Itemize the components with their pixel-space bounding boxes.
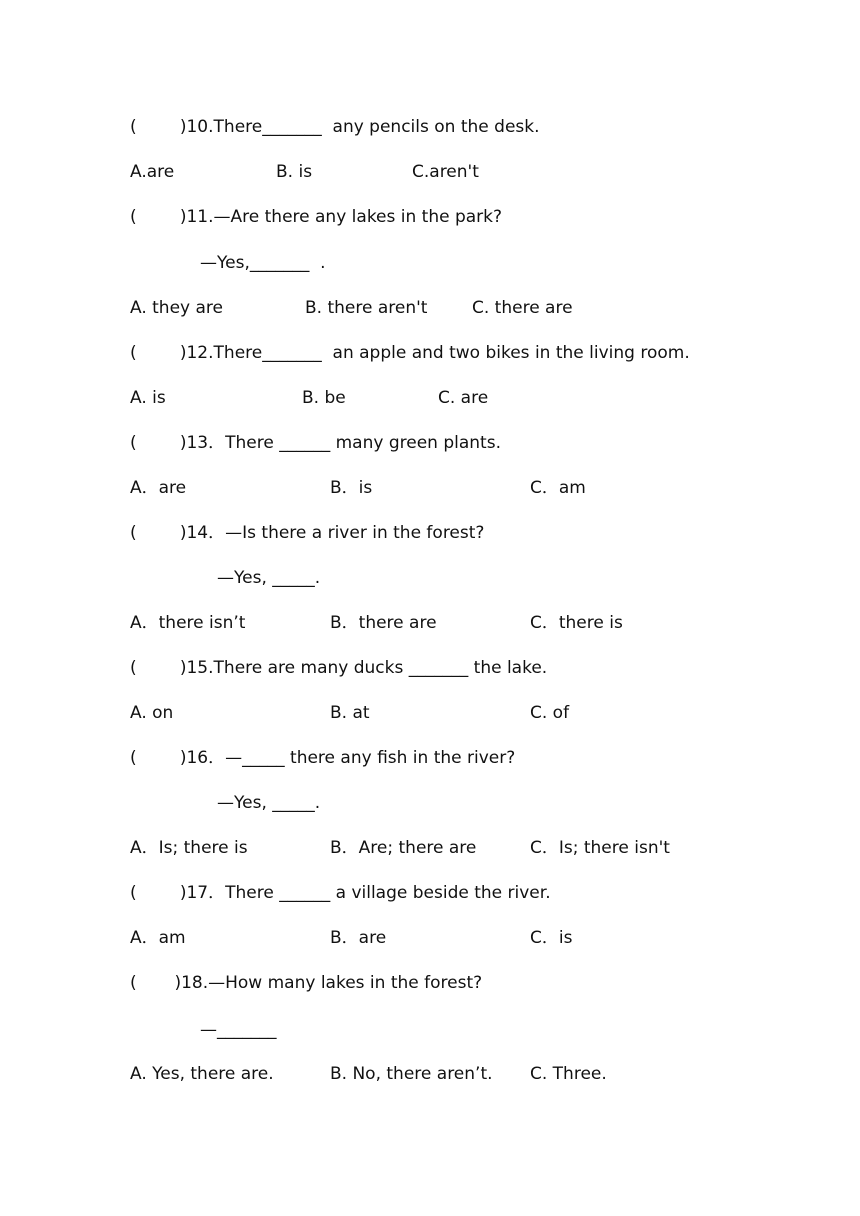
question-12-option-a: A. is [130, 388, 166, 408]
question-11-stem: ( )11.—Are there any lakes in the park? [130, 207, 503, 227]
question-14-answer-line: —Yes, _____. [217, 568, 321, 588]
question-10-option-a: A.are [130, 162, 175, 182]
question-18-option-b: B. No, there aren’t. [330, 1064, 493, 1084]
question-13-option-a: A．are [130, 478, 187, 498]
question-11-answer-line: —Yes,_______ . [200, 253, 326, 273]
question-18-answer-line: —_______ [200, 1020, 277, 1040]
question-10-stem: ( )10.There_______ any pencils on the desk. [130, 117, 540, 137]
question-10-option-b: B. is [276, 162, 313, 182]
question-13-option-c: C．am [530, 478, 586, 498]
question-15-stem: ( )15.There are many ducks _______ the lake. [130, 658, 548, 678]
question-17-option-a: A．am [130, 928, 186, 948]
question-17-stem: ( )17．There ______ a village beside the river. [130, 883, 551, 903]
question-18-option-c: C. Three. [530, 1064, 607, 1084]
question-17-option-b: B．are [330, 928, 387, 948]
question-15-option-a: A. on [130, 703, 174, 723]
question-11-option-b: B. there aren't [305, 298, 428, 318]
question-16-option-a: A．Is; there is [130, 838, 248, 858]
question-11-option-c: C. there are [472, 298, 573, 318]
question-14-stem: ( )14．—Is there a river in the forest? [130, 523, 485, 543]
question-14-option-c: C．there is [530, 613, 623, 633]
question-15-option-b: B. at [330, 703, 370, 723]
question-14-option-a: A．there isn’t [130, 613, 246, 633]
question-16-answer-line: —Yes, _____. [217, 793, 321, 813]
question-16-option-c: C．Is; there isn't [530, 838, 670, 858]
question-10-option-c: C.aren't [412, 162, 479, 182]
question-12-option-c: C. are [438, 388, 489, 408]
question-12-option-b: B. be [302, 388, 346, 408]
question-16-option-b: B．Are; there are [330, 838, 477, 858]
question-18-stem: ( )18.—How many lakes in the forest? [130, 973, 483, 993]
question-13-stem: ( )13．There ______ many green plants. [130, 433, 501, 453]
question-17-option-c: C．is [530, 928, 573, 948]
question-12-stem: ( )12.There_______ an apple and two bikes in the living room. [130, 343, 690, 363]
question-13-option-b: B．is [330, 478, 373, 498]
question-14-option-b: B．there are [330, 613, 437, 633]
question-15-option-c: C. of [530, 703, 570, 723]
question-16-stem: ( )16．—_____ there any fish in the river? [130, 748, 516, 768]
question-11-option-a: A. they are [130, 298, 223, 318]
question-18-option-a: A. Yes, there are. [130, 1064, 274, 1084]
